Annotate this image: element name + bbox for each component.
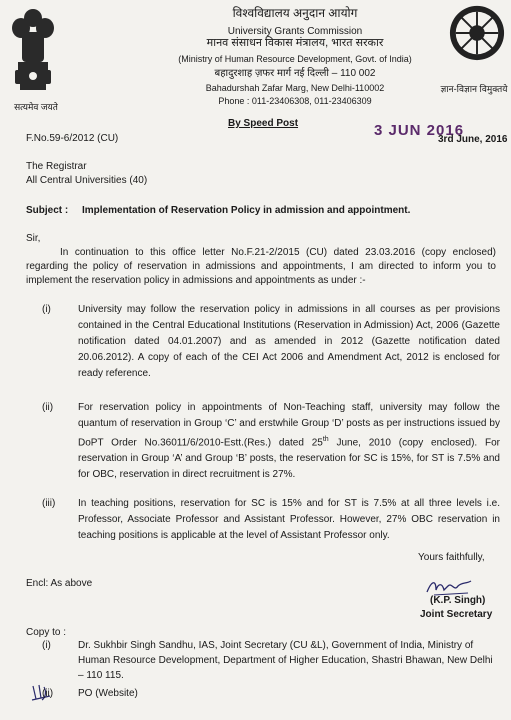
item-text — [78, 400, 500, 483]
subject-text: Implementation of Reservation Policy in admission and appointment. — [82, 205, 411, 216]
intro-paragraph: In continuation to this office letter No.F.21-2/2015 (CU) dated 23.03.2016 (copy enclosed) regarding the policy of reservation in admissions and appointments, I am directed to inform you to implement the reservation policy in admissions and appointments as under :- — [26, 247, 496, 287]
copy-item-text: PO (Website) — [78, 688, 138, 699]
address-english: Bahadurshah Zafar Marg, New Delhi-110002 — [205, 83, 385, 93]
letter-date: 3rd June, 2016 — [438, 134, 508, 145]
org-name-english: University Grants Commission — [227, 26, 363, 37]
addressee-line: The Registrar — [26, 161, 87, 172]
item-number: (ii) — [42, 402, 54, 413]
ministry-english: (Ministry of Human Resource Development, Govt. of India) — [178, 54, 412, 64]
copy-item-number: (ii) — [42, 688, 54, 699]
item-text: University may follow the reservation policy in admissions in all courses as per provisions contained in the Central Educational Institutions (Reservation in Admission) Act, 2006 (Gazette notification dated 04.01.2007) and as amended in 2012 (Gazette notification dated 20.06.2012). A copy of each of the CEI Act 2006 and Amendment Act, 2012 is enclosed for ready reference. — [78, 304, 500, 379]
copy-item-text: Dr. Sukhbir Singh Sandhu, IAS, Joint Secretary (CU &L), Government of India, Ministry of Human Resource Development, Department of Higher Education, Shastri Bhawan, New Delhi – 110 115. — [78, 640, 493, 681]
copy-item-number: (i) — [42, 640, 51, 651]
item-number: (i) — [42, 304, 51, 315]
item-text: In teaching positions, reservation for SC is 15% and for ST is 7.5% at all three levels i.e. Professor, Associate Professor and Assistant Professor. However, 27% OBC reservation in teaching positions is applicable at the level of Assistant Professor only. — [78, 498, 500, 541]
reference-number: F.No.59-6/2012 (CU) — [26, 133, 119, 144]
item-text-part: For reservation policy in appointments of Non-Teaching staff, university may follow the quantum of reservation in Group ‘C’ and erstwhile Group ‘D’ posts as per instructions issued by DoPT Order No.36011/6/2010-Estt.(Res.) dated 25 — [78, 402, 500, 449]
addressee-line: All Central Universities (40) — [26, 175, 148, 186]
enclosure-note: Encl: As above — [26, 578, 93, 589]
superscript: th — [322, 436, 329, 443]
signatory-name: (K.P. Singh) — [430, 595, 486, 606]
state-emblem-icon — [10, 6, 56, 102]
received-stamp: 3 JUN 2016 — [374, 122, 465, 139]
phone-numbers: Phone : 011-23406308, 011-23406309 — [218, 96, 372, 106]
org-name-hindi: विश्वविद्यालय अनुदान आयोग — [232, 6, 358, 20]
item-number: (iii) — [42, 498, 56, 509]
subject-label: Subject : — [26, 205, 69, 216]
address-hindi: बहादुरशाह ज़फर मार्ग नई दिल्ली – 110 002 — [214, 68, 376, 79]
signatory-title: Joint Secretary — [420, 609, 493, 620]
logo-caption: ज्ञान-विज्ञान विमुक्तये — [440, 84, 508, 94]
closing: Yours faithfully, — [418, 552, 485, 563]
ministry-hindi: मानव संसाधन विकास मंत्रालय, भारत सरकार — [206, 37, 384, 49]
item-text-part: June, 2010 (copy enclosed). For reservation in Group ‘A’ and Group ‘B’ posts, the reservation for SC is 15%, for ST is 7.5% and for OBC, reservation in direct recruitment is 27%. — [78, 437, 500, 481]
salutation: Sir, — [26, 233, 41, 244]
emblem-caption: सत्यमेव जयते — [14, 102, 58, 112]
dispatch-mode: By Speed Post — [228, 118, 299, 129]
copy-to-label: Copy to : — [26, 627, 67, 638]
ugc-logo-icon — [448, 4, 506, 62]
